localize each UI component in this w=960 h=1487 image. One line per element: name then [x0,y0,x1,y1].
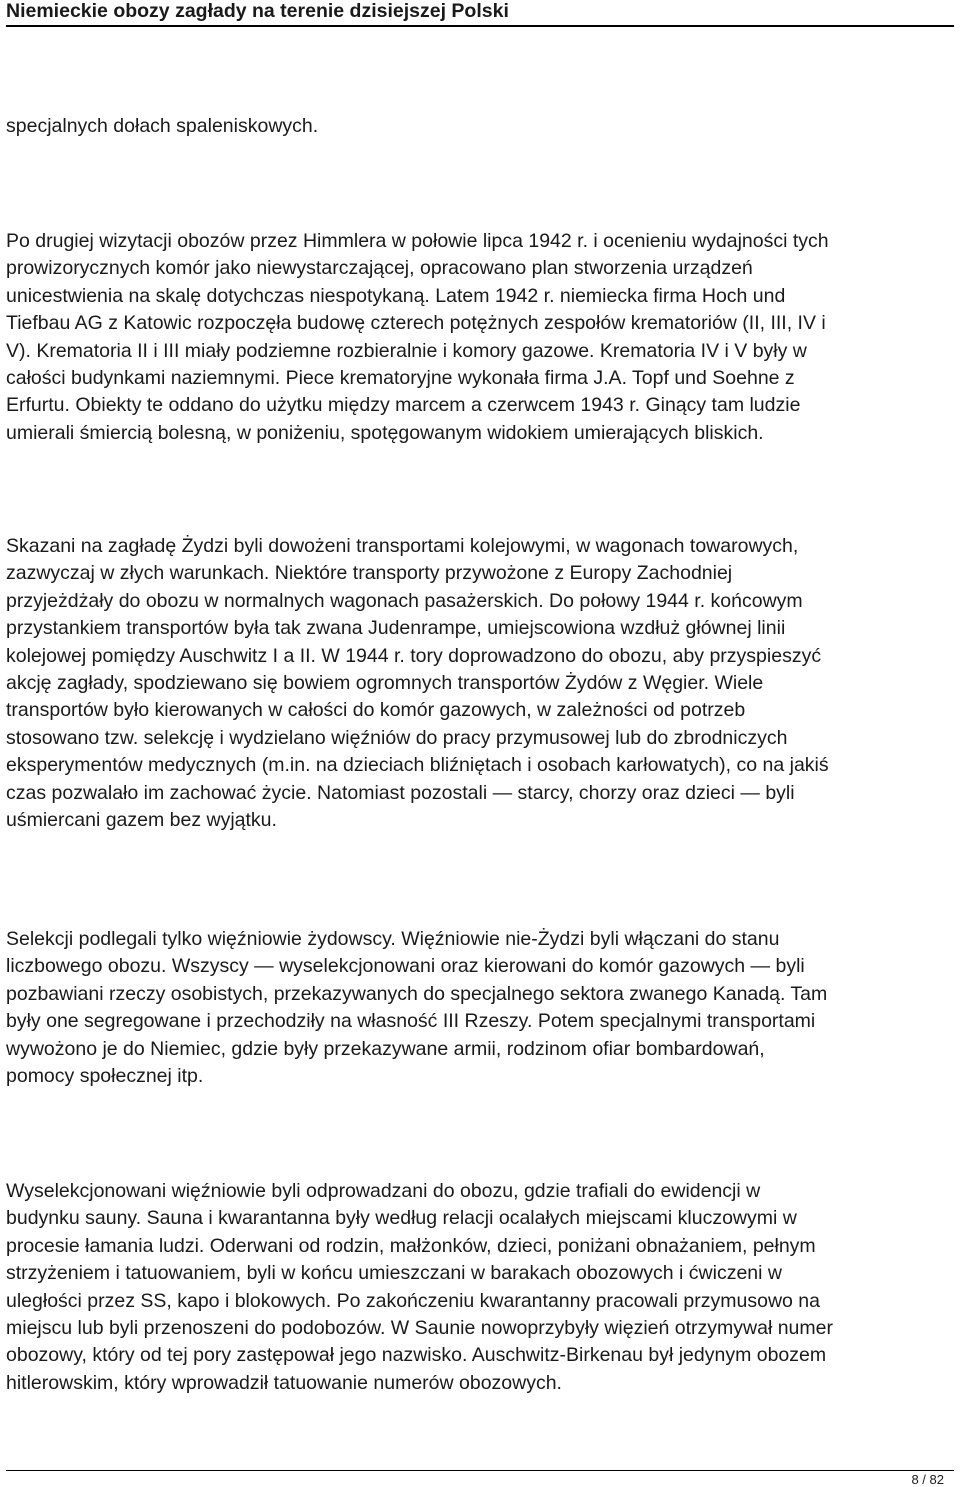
text-line: budynku sauny. Sauna i kwarantanna były według relacji ocalałych miejscami kluczowymi w [6,1207,797,1230]
text-line: czas pozwalało im zachować życie. Natomiast pozostali — starcy, chorzy oraz dzieci — byli [6,781,795,804]
text-line: stosowano tzw. selekcję i wydzielano więźniów do pracy przymusowej lub do zbrodniczych [6,726,788,749]
paragraph-1 [6,113,956,140]
text-line: pozbawiani rzeczy osobistych, przekazywanych do specjalnego sektora zwanego Kanadą. Tam [6,982,828,1005]
text-line: były one segregowane i przechodziły na własność III Rzeszy. Potem specjalnymi transportami [6,1010,816,1033]
text-line: Po drugiej wizytacji obozów przez Himmlera w połowie lipca 1942 r. i ocenieniu wydajności tych [6,230,829,252]
paragraph-4 [6,926,956,1090]
footer-divider [6,1470,954,1471]
text-line: prowizorycznych komór jako niewystarczającej, opracowano plan stworzenia urządzeń [6,257,753,280]
text-line: obozowy, który od tej pory zastępował jego nazwisko. Auschwitz-Birkenau był jedynym obozem [6,1344,827,1367]
text-line: procesie łamania ludzi. Oderwani od rodzin, małżonków, dzieci, poniżani obnażaniem, pełnym [6,1234,816,1257]
text-line: uśmiercani gazem bez wyjątku. [6,809,277,832]
text-line: Tiefbau AG z Katowic rozpoczęła budowę czterech potężnych zespołów krematoriów (II, III, IV i [6,312,826,335]
text-line: kolejowej pomiędzy Auschwitz I a II. W 1944 r. tory doprowadzono do obozu, aby przyspieszyć [6,644,822,667]
text-line: hitlerowskim, który wprowadził tatuowanie numerów obozowych. [6,1371,562,1394]
text-line: strzyżeniem i tatuowaniem, byli w końcu umieszczani w barakach obozowych i ćwiczeni w [6,1262,782,1285]
text-line: pomocy społecznej itp. [6,1065,204,1088]
text-line: Selekcji podlegali tylko więźniowie żydowscy. Więźniowie nie-Żydzi byli włączani do stanu [6,928,780,950]
text-line: przyjeżdżały do obozu w normalnych wagonach pasażerskich. Do połowy 1944 r. końcowym [6,589,803,612]
text-line: zazwyczaj w złych warunkach. Niektóre transporty przywożone z Europy Zachodniej [6,562,733,585]
text-line: transportów było kierowanych w całości do komór gazowych, w zależności od potrzeb [6,699,746,722]
text-line: Erfurtu. Obiekty te oddano do użytku między marcem a czerwcem 1943 r. Ginący tam ludzie [6,394,801,417]
text-line: eksperymentów medycznych (m.in. na dzieciach bliźniętach i osobach karłowatych), co na jakiś [6,754,829,777]
paragraph-3 [6,533,956,834]
text-line: wywożono je do Niemiec, gdzie były przekazywane armii, rodzinom ofiar bombardowań, [6,1037,765,1060]
text-line: miejscu lub byli przenoszeni do podobozów. W Saunie nowoprzybyły więzień otrzymywał numer [6,1317,833,1340]
text-line: liczbowego obozu. Wszyscy — wyselekcjonowani oraz kierowani do komór gazowych — byli [6,955,805,978]
header-divider [6,25,954,27]
document-header-title: Niemieckie obozy zagłady na terenie dzisiejszej Polski [6,0,509,22]
text-line: specjalnych dołach spaleniskowych. [6,115,319,137]
text-line: całości budynkami naziemnymi. Piece krematoryjne wykonała firma J.A. Topf und Soehne z [6,367,795,390]
text-line: umierali śmiercią bolesną, w poniżeniu, spotęgowanym widokiem umierających bliskich. [6,421,764,444]
text-line: V). Krematoria II i III miały podziemne rozbieralnie i komory gazowe. Krematoria IV i V były w [6,339,807,362]
paragraph-5 [6,1178,956,1397]
paragraph-2 [6,228,956,447]
text-line: uległości przez SS, kapo i blokowych. Po zakończeniu kwarantanny pracowali przymusowo na [6,1289,820,1312]
text-line: Wyselekcjonowani więźniowie byli odprowadzani do obozu, gdzie trafiali do ewidencji w [6,1180,761,1202]
text-line: akcję zagłady, spodziewano się bowiem ogromnych transportów Żydów z Węgier. Wiele [6,672,764,695]
page-number: 8 / 82 [911,1472,944,1487]
text-line: przystankiem transportów była tak zwana Judenrampe, umiejscowiona wzdłuż głównej linii [6,617,786,640]
text-line: unicestwienia na skalę dotychczas niespotykaną. Latem 1942 r. niemiecka firma Hoch und [6,284,786,307]
text-line: Skazani na zagładę Żydzi byli dowożeni transportami kolejowymi, w wagonach towarowych, [6,535,799,557]
